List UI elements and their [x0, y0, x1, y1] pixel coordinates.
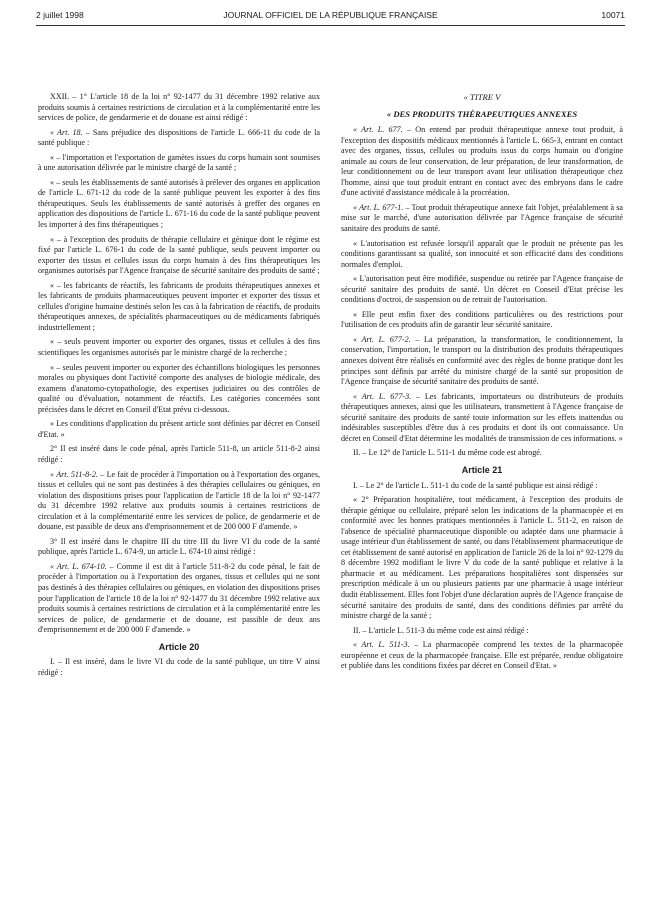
- header-date: 2 juillet 1998: [36, 10, 84, 20]
- paragraph-text: La pharmacopée comprend les textes de la pharmacopée européenne et ceux de la pharmacopée française. Elle est préparée, rendue obligatoire et publiée dans les conditions fixées par décret en Conseil d'Etat. »: [341, 640, 623, 671]
- section-title: « TITRE V: [463, 92, 501, 102]
- paragraph-text: Comme il est dit à l'article 511-8-2 du code pénal, le fait de procéder à l'importation ou à l'exportation des organes, tissus et cellules qui ne sont pas destinés à des thérapies cellulaires ou géniques, en violation des dispositions prises pour l'application de l'article 18 de la loi n° 92-1477 du 31 décembre 1992 relative aux produits soumis à certaines restrictions de circulation et à la complémentarité entre les services de police, de gendarmerie et de douane, est passible de deux ans d'emprisonnement et de 200 000 F d'amende. »: [38, 561, 321, 635]
- article-reference: « Art. 18. –: [50, 127, 90, 137]
- paragraph-text: « L'autorisation est refusée lorsqu'il apparaît que le produit ne présente pas les conditions garantissant sa qualité, son innocuité et son efficacité dans des conditions normales d'emploi.: [341, 238, 623, 269]
- paragraph-text: « 2° Préparation hospitalière, tout médicament, à l'exception des produits de thérapie génique ou cellulaire, préparé selon les indications de la pharmacopée et en conformité avec les bonnes pratiques mentionnées à l'article L. 511-2, en raison de l'absence de spécialité pharmaceutique disponible ou adaptée dans une pharmacie à usage intérieur d'un établissement de santé, ou dans l'établissement pharmaceutique de cet établissement de santé autorisé en application de l'article 26 de la loi n° 92-1279 du 8 décembre 1992 modifiant le livre V du code de la santé publique et relative à la pharmacie et au médicament. Les préparations hospitalières sont dispensées sur prescription médicale à un ou plusieurs patients par une pharmacie à usage intérieur dudit établissement. Elles font l'objet d'une déclaration auprès de l'Agence française de sécurité sanitaire des produits de santé, dans des conditions définies par arrêté du ministre chargé de la santé ;: [341, 495, 623, 621]
- paragraph-text: « L'autorisation peut être modifiée, suspendue ou retirée par l'Agence française de sécurité sanitaire des produits de santé. Un décret en Conseil d'Etat précise les conditions d'octroi, de suspension ou de retrait de l'autorisation.: [341, 274, 623, 305]
- paragraph: [38, 337, 320, 358]
- left-column: [38, 92, 320, 682]
- paragraph-text: La préparation, la transformation, le conditionnement, la conservation, l'importation, le transport ou la distribution des produits thérapeutiques annexes doivent être réalisés en conformité avec des règles de bonne pratique dont les principes sont définis par arrêté du ministre chargé de la santé sur proposition de l'Agence française de sécurité sanitaire des produits de santé.: [341, 334, 623, 387]
- article-reference: « Art. L. 677-2. –: [353, 334, 420, 344]
- paragraph: [341, 203, 623, 235]
- paragraph: [341, 392, 623, 445]
- section-title: « DES PRODUITS THÉRAPEUTIQUES ANNEXES: [386, 108, 578, 119]
- header-page-number: 10071: [601, 10, 625, 20]
- paragraph-text: « – seules peuvent importer ou exporter des échantillons biologiques les personnes morales ou physiques dont l'activité comporte des analyses de biologie médicale, des examens d'anatomo-cytopathologie, des expertises judiciaires ou des contrôles de qualité ou d'évaluation, notamment de réactifs. Les catégories concernées sont précisées dans le décret en Conseil d'Etat prévu ci-dessous.: [38, 362, 320, 414]
- paragraph: [38, 657, 320, 678]
- paragraph: [341, 335, 623, 388]
- right-column: [341, 92, 623, 676]
- paragraph: [38, 444, 320, 465]
- article-reference: « Art. L. 674-10. –: [50, 561, 114, 571]
- paragraph: [341, 125, 623, 199]
- paragraph-text: « – seuls peuvent importer ou exporter des organes, tissus et cellules à des fins scientifiques les organismes autorisés par le ministre chargé de la recherche ;: [38, 337, 320, 358]
- paragraph-text: II. – L'article L. 511-3 du même code est ainsi rédigé :: [353, 625, 529, 635]
- paragraph: [341, 310, 623, 331]
- paragraph-text: « Les conditions d'application du présent article sont définies par décret en Conseil d'Etat. »: [38, 419, 320, 439]
- paragraph-text: Le fait de procéder à l'importation ou à l'exportation des organes, tissus et cellules qui ne sont pas destinées à des thérapies cellulaires ou géniques, en violation des dispositions prises pour l'application de l'article 18 de la loi n° 92-1477 du 31 décembre 1992 relative aux produits soumis à certaines restrictions de circulation et à la complémentarité entre les services de police, de gendarmerie et de douane, est passible de deux ans d'emprisonnement et de 200 000 F d'amende. »: [38, 469, 320, 532]
- article-heading: Article 21: [461, 464, 503, 475]
- paragraph: [38, 153, 320, 174]
- paragraph: [341, 448, 623, 459]
- paragraph: [341, 626, 623, 637]
- paragraph: [38, 419, 320, 440]
- article-reference: « Art. L. 677-3. –: [353, 391, 421, 401]
- paragraph: [38, 537, 320, 558]
- paragraph-text: « – seuls les établissements de santé autorisés à prélever des organes en application de l'article L. 671-12 du code de la santé publique peuvent les exporter à des fins thérapeutiques. Seuls les établissements de santé autorisés à greffer des organes en application des dispositions de l'article L. 671-16 du code de la santé publique peuvent les importer à des fins thérapeutiques ;: [38, 177, 320, 230]
- paragraph-text: Les fabricants, importateurs ou distributeurs de produits thérapeutiques annexes, ainsi que les utilisateurs, transmettent à l'Agence française de sécurité sanitaire des produits de santé toute information sur les effets inattendus ou indésirables susceptibles d'être dus à ces produits et dont ils ont connaissance. Un décret en Conseil d'Etat détermine les modalités de transmission de ces informations. »: [341, 391, 623, 443]
- paragraph: [341, 481, 623, 492]
- paragraph-text: « Elle peut enfin fixer des conditions particulières ou des restrictions pour l'utilisation de ces produits afin de garantir leur sécurité sanitaire.: [341, 309, 623, 330]
- paragraph: [341, 495, 623, 622]
- paragraph: [38, 562, 320, 636]
- paragraph-text: « – à l'exception des produits de thérapie cellulaire et génique dont le régime est fixé par l'article L. 676-1 du code de la santé publique, seuls peuvent importer ou exporter des tissus et cellules issus du corps humain à des fins thérapeutiques les organismes autorisés par l'Agence française de sécurité sanitaire des produits de santé ;: [38, 234, 320, 276]
- article-reference: « Art. L. 511-3. –: [353, 640, 419, 650]
- header-journal-title: JOURNAL OFFICIEL DE LA RÉPUBLIQUE FRANÇAISE: [223, 10, 438, 20]
- paragraph: [38, 128, 320, 149]
- paragraph: [38, 92, 320, 124]
- paragraph-text: I. – Il est inséré, dans le livre VI du code de la santé publique, un titre V ainsi rédigé :: [38, 657, 320, 677]
- header-rule: [36, 25, 625, 26]
- paragraph: [38, 235, 320, 277]
- paragraph-text: « – les fabricants de réactifs, les fabricants de produits thérapeutiques annexes et les fabricants de produits pharmaceutiques peuvent importer et exporter des tissus et cellules d'origine humaine destinés selon les cas à la fabrication de réactifs, de produits thérapeutiques annexes, de spécialités pharmaceutiques ou de médicaments fabriqués industriellement ;: [38, 280, 320, 332]
- paragraph-text: I. – Le 2° de l'article L. 511-1 du code de la santé publique est ainsi rédigé :: [353, 480, 598, 490]
- paragraph-text: XXII. – 1° L'article 18 de la loi n° 92-1477 du 31 décembre 1992 relative aux produits soumis à certaines restrictions de circulation et à la complémentarité entre les services de police, de gendarmerie et de douane est ainsi rédigé :: [38, 92, 320, 123]
- paragraph-text: « – l'importation et l'exportation de gamètes issues du corps humain sont soumises à une autorisation délivrée par le ministre chargé de la santé ;: [38, 152, 320, 173]
- paragraph-text: On entend par produit thérapeutique annexe tout produit, à l'exception des dispositifs médicaux mentionnés à l'article L. 665-3, entrant en contact avec des organes, tissus, cellules ou produits issus du corps humain ou d'origine animale au cours de leur conservation, de leur préparation, de leur transformation, de leur conditionnement ou de leur transport avant leur utilisation thérapeutique chez l'homme, ainsi que tout produit entrant en contact avec des embryons dans le cadre d'une activité d'assistance médicale à la procréation.: [341, 125, 623, 198]
- paragraph-text: II. – Le 12° de l'article L. 511-1 du même code est abrogé.: [353, 448, 542, 458]
- article-reference: « Art. 511-8-2. –: [50, 469, 105, 479]
- article-heading: Article 20: [158, 641, 200, 652]
- paragraph-text: 3° Il est inséré dans le chapitre III du titre III du livre VI du code de la santé publique, après l'article L. 674-9, un article L. 674-10 ainsi rédigé :: [38, 536, 320, 557]
- article-reference: « Art. L. 677-1. –: [353, 202, 410, 212]
- paragraph-text: Tout produit thérapeutique annexe fait l'objet, préalablement à sa mise sur le marché, d'une autorisation délivrée par l'Agence française de sécurité sanitaire des produits de santé.: [341, 202, 623, 234]
- article-reference: « Art. L. 677. –: [353, 125, 411, 135]
- paragraph-text: Sans préjudice des dispositions de l'article L. 666-11 du code de la santé publique :: [38, 127, 320, 148]
- paragraph: [341, 239, 623, 271]
- paragraph: [38, 178, 320, 231]
- paragraph: [38, 470, 320, 533]
- paragraph-text: 2° Il est inséré dans le code pénal, après l'article 511-8, un article 511-8-2 ainsi rédigé :: [38, 444, 320, 464]
- paragraph: [38, 363, 320, 416]
- paragraph: [38, 281, 320, 334]
- paragraph: [341, 274, 623, 306]
- paragraph: [341, 640, 623, 672]
- page-header: [36, 10, 625, 24]
